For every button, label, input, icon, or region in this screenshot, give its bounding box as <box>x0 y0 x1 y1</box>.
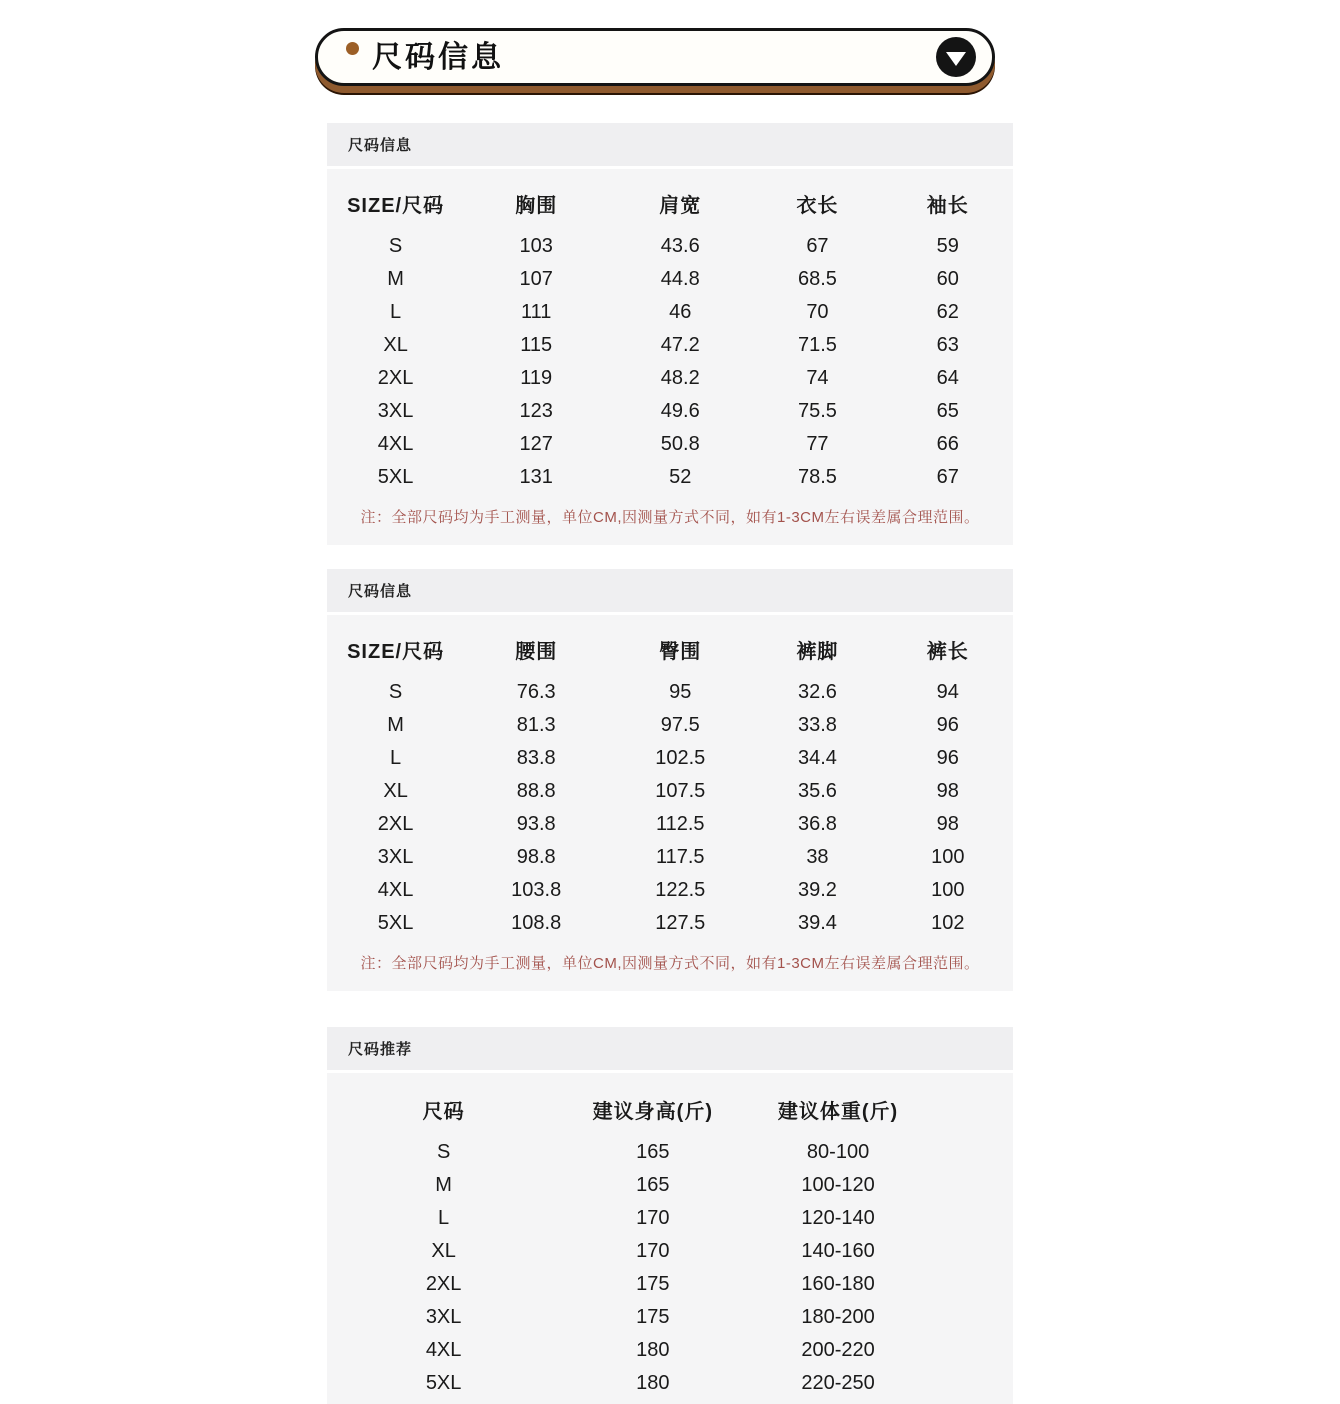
table-row <box>327 841 1013 874</box>
table-cell: L <box>390 747 402 769</box>
table-body <box>327 230 1013 494</box>
table-cell: 5XL <box>377 912 414 934</box>
table-cell: 66 <box>936 433 959 455</box>
table-cell: 39.4 <box>797 912 837 934</box>
column-header: 袖长 <box>926 195 969 217</box>
table-cell: XL <box>431 1240 456 1262</box>
table-cell: 74 <box>806 367 829 389</box>
column-header: SIZE/尺码 <box>347 641 445 663</box>
table-body <box>327 676 1013 940</box>
table-cell: 2XL <box>425 1273 462 1295</box>
table-cell: S <box>436 1141 451 1163</box>
table-row <box>327 329 1013 362</box>
table-cell: 98.8 <box>516 846 556 868</box>
column-header: 裤脚 <box>796 641 839 663</box>
table-cell: 100-120 <box>801 1174 875 1196</box>
table-cell: 52 <box>669 466 692 488</box>
table-cell: 77 <box>806 433 829 455</box>
column-header: 衣长 <box>796 195 839 217</box>
column-header: 腰围 <box>515 641 558 663</box>
table-cell: 4XL <box>425 1339 462 1361</box>
table-cell: 175 <box>636 1273 670 1295</box>
table-cell: 49.6 <box>660 400 700 422</box>
table-row <box>327 1136 1013 1169</box>
table-cell: 200-220 <box>801 1339 875 1361</box>
size-table-tops <box>327 123 1013 545</box>
table-cell: 108.8 <box>511 912 562 934</box>
table-cell: 165 <box>636 1141 670 1163</box>
table-cell: 127 <box>519 433 553 455</box>
table-cell: 123 <box>519 400 553 422</box>
column-header: 裤长 <box>926 641 969 663</box>
table-body <box>327 1136 1013 1400</box>
table-cell: 107.5 <box>655 780 706 802</box>
table-cell: 117.5 <box>655 846 705 868</box>
table-cell: 97.5 <box>660 714 700 736</box>
measurement-note: 注：全部尺码均为手工测量，单位CM,因测量方式不同，如有1-3CM左右误差属合理范围。 <box>360 955 980 972</box>
table-row <box>327 676 1013 709</box>
table-cell: 98 <box>936 813 959 835</box>
table-row <box>327 1202 1013 1235</box>
table-header-row <box>327 1079 1013 1136</box>
table-cell: 98 <box>936 780 959 802</box>
size-recommendation-table <box>327 1027 1013 1404</box>
table-cell: 71.5 <box>797 334 837 356</box>
table-cell: 67 <box>806 235 829 257</box>
table-row <box>327 1301 1013 1334</box>
table-row <box>327 1169 1013 1202</box>
table-cell: M <box>387 268 404 290</box>
table-cell: 170 <box>636 1207 670 1229</box>
table-cell: 88.8 <box>516 780 556 802</box>
table-title: 尺码信息 <box>327 123 1013 166</box>
table-cell: 36.8 <box>797 813 837 835</box>
table-cell: L <box>438 1207 450 1229</box>
table-row <box>327 808 1013 841</box>
table-cell: 59 <box>936 235 959 257</box>
table-row <box>327 296 1013 329</box>
table-row <box>327 263 1013 296</box>
table-cell: 62 <box>936 301 959 323</box>
table-cell: 140-160 <box>801 1240 875 1262</box>
table-cell: 63 <box>936 334 959 356</box>
table-cell: 4XL <box>377 433 414 455</box>
table-row <box>327 742 1013 775</box>
table-cell: 39.2 <box>797 879 837 901</box>
table-cell: 122.5 <box>655 879 706 901</box>
table-cell: M <box>387 714 404 736</box>
table-cell: 50.8 <box>660 433 700 455</box>
table-row <box>327 1367 1013 1400</box>
bullet-dot-icon <box>346 42 359 55</box>
table-cell: 94 <box>936 681 959 703</box>
measurement-note: 注：全部尺码均为手工测量，单位CM,因测量方式不同，如有1-3CM左右误差属合理范围。 <box>360 509 980 526</box>
table-cell: 38 <box>806 846 829 868</box>
table-row <box>327 362 1013 395</box>
table-cell: XL <box>383 780 408 802</box>
table-cell: 83.8 <box>516 747 556 769</box>
table-cell: 112.5 <box>655 813 705 835</box>
table-cell: 34.4 <box>797 747 837 769</box>
table-row <box>327 428 1013 461</box>
table-cell: 170 <box>636 1240 670 1262</box>
table-title: 尺码信息 <box>327 569 1013 612</box>
table-cell: 76.3 <box>516 681 556 703</box>
table-cell: 48.2 <box>660 367 700 389</box>
table-cell: 115 <box>520 334 553 356</box>
table-cell: 60 <box>936 268 959 290</box>
column-header: 胸围 <box>515 195 558 217</box>
table-cell: 78.5 <box>797 466 837 488</box>
table-cell: 111 <box>521 301 552 323</box>
table-cell: 5XL <box>425 1372 462 1394</box>
table-cell: 100 <box>931 879 965 901</box>
table-cell: 5XL <box>377 466 414 488</box>
table-cell: 65 <box>936 400 959 422</box>
table-cell: 81.3 <box>516 714 556 736</box>
table-cell: 75.5 <box>797 400 837 422</box>
table-cell: 47.2 <box>660 334 700 356</box>
table-cell: 107 <box>519 268 553 290</box>
column-header: 臀围 <box>659 641 702 663</box>
size-tables-container <box>327 123 1013 1404</box>
column-header: 肩宽 <box>659 195 702 217</box>
size-table-pants <box>327 569 1013 991</box>
table-row <box>327 907 1013 940</box>
collapse-button[interactable] <box>936 37 976 77</box>
table-cell: 32.6 <box>797 681 837 703</box>
table-cell: S <box>388 235 403 257</box>
table-header-row <box>327 621 1013 676</box>
column-header: 尺码 <box>422 1101 465 1123</box>
table-cell: 64 <box>936 367 959 389</box>
table-row <box>327 461 1013 494</box>
table-cell: 131 <box>519 466 553 488</box>
column-header: 建议身高(斤) <box>592 1101 713 1123</box>
table-cell: 120-140 <box>801 1207 875 1229</box>
table-cell: 3XL <box>425 1306 462 1328</box>
table-cell: 96 <box>936 747 959 769</box>
table-row <box>327 395 1013 428</box>
column-header: 建议体重(斤) <box>777 1101 899 1123</box>
table-cell: 44.8 <box>660 268 700 290</box>
table-cell: 103.8 <box>511 879 562 901</box>
table-cell: 102 <box>931 912 965 934</box>
table-row <box>327 709 1013 742</box>
table-row <box>327 1235 1013 1268</box>
table-cell: 80-100 <box>806 1141 870 1163</box>
table-cell: 2XL <box>377 813 414 835</box>
table-cell: 180 <box>636 1339 670 1361</box>
table-cell: 119 <box>520 367 553 389</box>
table-cell: 100 <box>931 846 965 868</box>
table-cell: 180-200 <box>801 1306 875 1328</box>
table-cell: XL <box>383 334 408 356</box>
table-cell: 127.5 <box>655 912 706 934</box>
table-cell: 43.6 <box>660 235 700 257</box>
table-cell: 103 <box>519 235 553 257</box>
table-title: 尺码推荐 <box>327 1027 1013 1070</box>
table-cell: 4XL <box>377 879 414 901</box>
table-header-row <box>327 175 1013 230</box>
table-cell: 2XL <box>377 367 414 389</box>
table-cell: 95 <box>669 681 692 703</box>
column-header: SIZE/尺码 <box>347 195 445 217</box>
table-cell: 220-250 <box>801 1372 875 1394</box>
table-cell: 33.8 <box>797 714 837 736</box>
size-info-section-header[interactable] <box>315 28 995 86</box>
table-cell: 102.5 <box>655 747 706 769</box>
table-cell: 67 <box>936 466 959 488</box>
table-row <box>327 1334 1013 1367</box>
table-cell: 68.5 <box>797 268 837 290</box>
table-row <box>327 1268 1013 1301</box>
table-cell: 96 <box>936 714 959 736</box>
table-cell: L <box>390 301 402 323</box>
table-cell: 3XL <box>377 846 414 868</box>
table-cell: M <box>435 1174 452 1196</box>
section-title: 尺码信息 <box>372 41 504 74</box>
table-cell: 35.6 <box>797 780 837 802</box>
table-cell: 165 <box>636 1174 670 1196</box>
table-row <box>327 874 1013 907</box>
table-row <box>327 775 1013 808</box>
table-cell: 175 <box>636 1306 670 1328</box>
table-row <box>327 230 1013 263</box>
chevron-down-icon <box>946 52 966 66</box>
table-cell: S <box>388 681 403 703</box>
table-cell: 160-180 <box>801 1273 875 1295</box>
table-cell: 93.8 <box>516 813 556 835</box>
table-cell: 3XL <box>377 400 414 422</box>
table-cell: 70 <box>806 301 829 323</box>
table-cell: 180 <box>636 1372 670 1394</box>
table-cell: 46 <box>669 301 692 323</box>
